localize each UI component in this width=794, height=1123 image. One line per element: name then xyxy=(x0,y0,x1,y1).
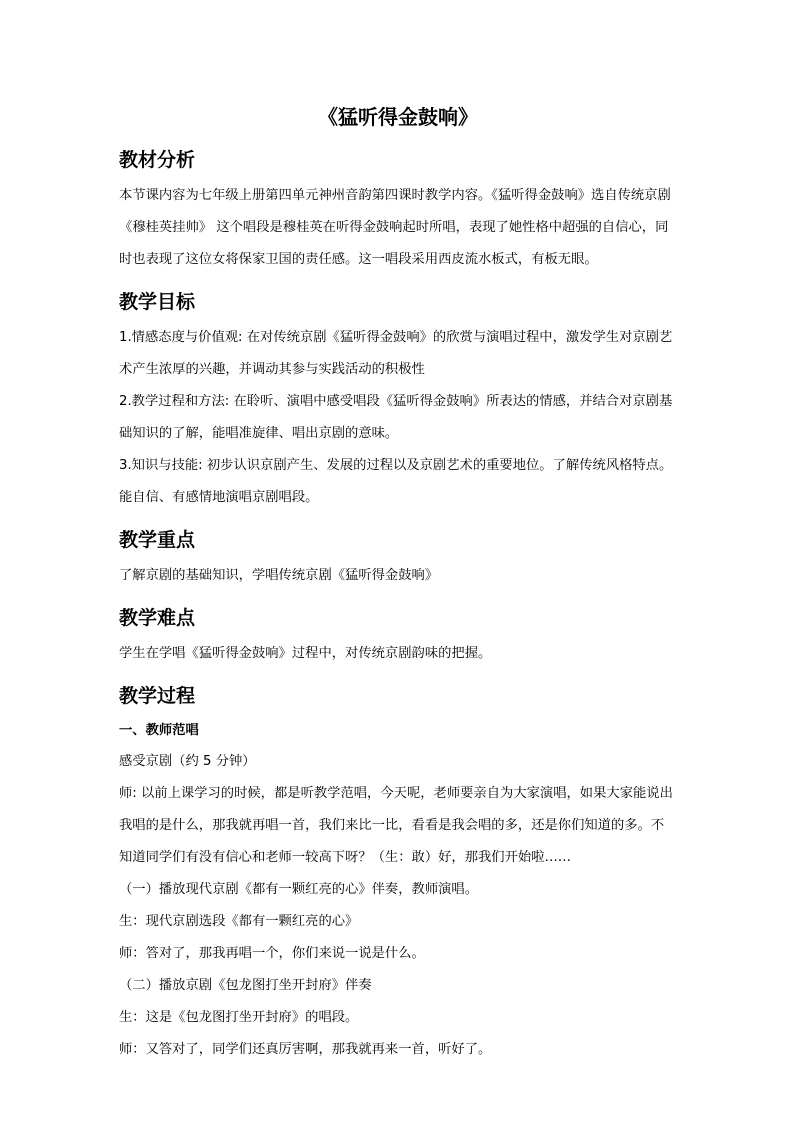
process-line-1: 感受京剧（约 5 分钟） xyxy=(119,754,256,769)
heading-difficulties: 教学难点 xyxy=(119,607,196,629)
key-points-paragraph: 了解京剧的基础知识，学唱传统京剧《猛听得金鼓响》 xyxy=(119,568,439,583)
process-subheading: 一、教师范唱 xyxy=(119,723,199,738)
document-page xyxy=(119,100,677,1066)
heading-goals: 教学目标 xyxy=(119,291,196,313)
process-line-6: （二）播放京剧《包龙图打坐开封府》伴奏 xyxy=(119,978,372,993)
process-line-8: 师：又答对了，同学们还真厉害啊，那我就再来一首，听好了。 xyxy=(119,1042,492,1057)
heading-key-points: 教学重点 xyxy=(119,529,196,551)
process-line-5: 师：答对了，那我再唱一个，你们来说一说是什么。 xyxy=(119,946,425,961)
goal-item-2: 2.教学过程和方法: 在聆听、演唱中感受唱段《猛听得金鼓响》所表达的情感，并结合对京剧基础知识的了解，能唱准旋律、唱出京剧的意味。 xyxy=(119,394,673,441)
heading-process: 教学过程 xyxy=(119,685,196,707)
process-line-4: 生：现代京剧选段《都有一颗红亮的心》 xyxy=(119,914,359,929)
heading-analysis: 教材分析 xyxy=(119,149,196,171)
difficulties-paragraph: 学生在学唱《猛听得金鼓响》过程中，对传统京剧韵味的把握。 xyxy=(119,646,492,661)
goal-item-1: 1.情感态度与价值观: 在对传统京剧《猛听得金鼓响》的欣赏与演唱过程中，激发学生对京剧艺术产生浓厚的兴趣，并调动其参与实践活动的积极性 xyxy=(119,330,673,377)
process-line-3: （一）播放现代京剧《都有一颗红亮的心》伴奏，教师演唱。 xyxy=(119,882,479,897)
process-line-2: 师: 以前上课学习的时候，都是听教学范唱，今天呢，老师要亲自为大家演唱，如果大家能说出我唱的是什么，那我就再唱一首，我们来比一比，看看是我会唱的多，还是你们知道的多。不知道同学们有没有信心和老师一较高下呀？（生：敢）好，那我们开始啦…… xyxy=(119,786,673,865)
process-line-7: 生：这是《包龙图打坐开封府》的唱段。 xyxy=(119,1010,359,1025)
goal-item-3: 3.知识与技能: 初步认识京剧产生、发展的过程以及京剧艺术的重要地位。了解传统风格特点。能自信、有感情地演唱京剧唱段。 xyxy=(119,458,673,505)
analysis-paragraph: 本节课内容为七年级上册第四单元神州音韵第四课时教学内容。《猛听得金鼓响》选自传统京剧《穆桂英挂帅》 这个唱段是穆桂英在听得金鼓响起时所唱，表现了她性格中超强的自信心，同时也表现了这位女将保家卫国的责任感。这一唱段采用西皮流水板式，有板无眼。 xyxy=(119,188,671,267)
document-title: 《猛听得金鼓响》 xyxy=(318,105,478,129)
